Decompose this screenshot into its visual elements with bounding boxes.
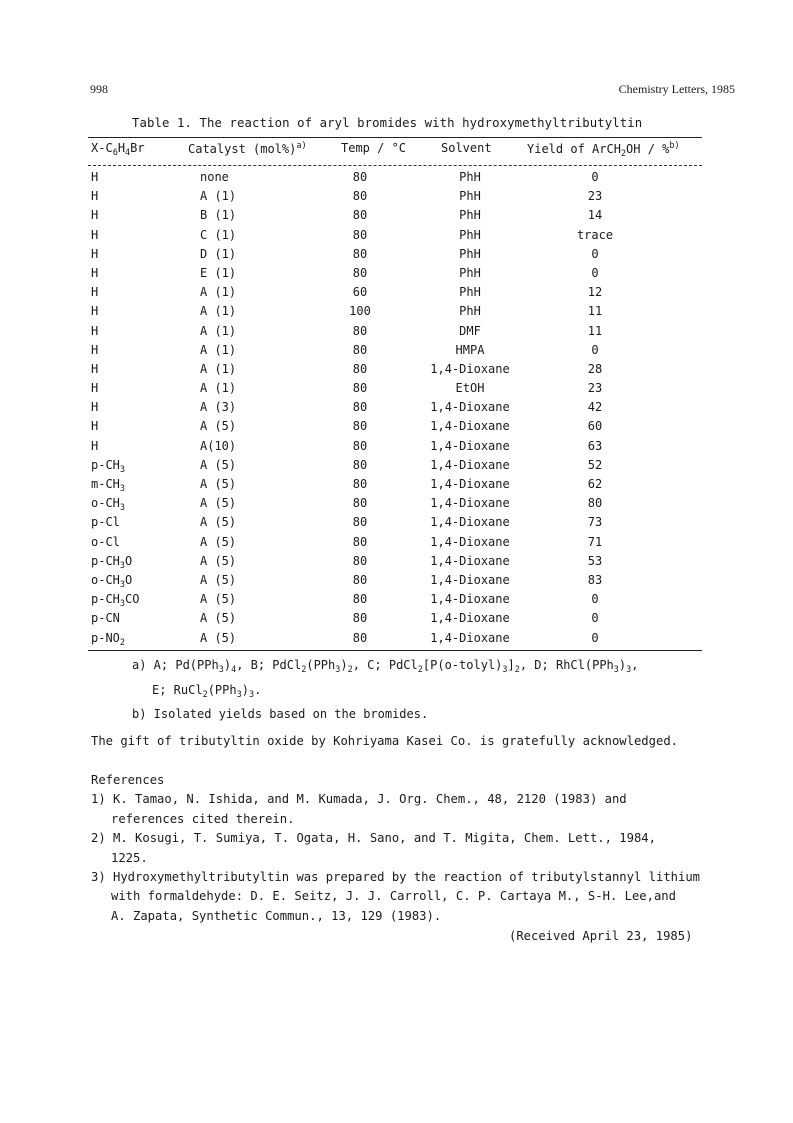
cell-catalyst: A (1) <box>200 304 237 319</box>
cell-solvent: 1,4-Dioxane <box>430 457 510 472</box>
cell-catalyst: E (1) <box>200 265 237 280</box>
cell-temp: 80 <box>352 170 368 184</box>
cell-catalyst: A (1) <box>200 189 237 204</box>
cell-solvent: 1,4-Dioxane <box>430 496 510 511</box>
cell-catalyst: none <box>200 170 229 184</box>
cell-yield: 11 <box>587 304 603 319</box>
cell-temp: 80 <box>352 611 368 626</box>
reference-item: 1) K. Tamao, N. Ishida, and M. Kumada, J. Org. Chem., 48, 2120 (1983) and <box>91 792 627 807</box>
cell-substrate: H <box>91 227 99 242</box>
cell-catalyst: A (1) <box>200 361 237 376</box>
cell-substrate: H <box>91 265 99 280</box>
cell-catalyst: A (5) <box>200 515 237 530</box>
cell-solvent: PhH <box>459 208 481 223</box>
reference-item: 2) M. Kosugi, T. Sumiya, T. Ogata, H. Sano, and T. Migita, Chem. Lett., 1984, <box>91 831 656 846</box>
cell-solvent: 1,4-Dioxane <box>430 438 510 453</box>
cell-solvent: PhH <box>459 170 481 184</box>
cell-solvent: HMPA <box>455 342 485 357</box>
cell-yield: 14 <box>587 208 603 223</box>
cell-substrate: p-Cl <box>91 515 120 530</box>
header-substrate: $X-C_6H_4Br$ <box>91 141 145 158</box>
reference-item-continued: A. Zapata, Synthetic Commun., 13, 129 (1983). <box>111 908 442 923</box>
cell-yield: 71 <box>587 534 603 549</box>
cell-solvent: PhH <box>459 285 481 300</box>
cell-temp: 80 <box>352 496 368 511</box>
cell-solvent: EtOH <box>455 381 485 396</box>
table-row <box>0 247 793 266</box>
cell-temp: 80 <box>352 553 368 568</box>
cell-solvent: 1,4-Dioxane <box>430 592 510 607</box>
footnote-a: a) A; $Pd(PPh_3)_4$, B; $PdCl_2(PPh_3)_2$, C; $PdCl_2[P(o-tolyl)_3]_2$, D; $RhCl(PPh_3)_3$, <box>132 658 639 675</box>
cell-temp: 100 <box>349 304 371 319</box>
references <box>91 771 700 926</box>
table-top-rule <box>88 137 702 138</box>
table-footnotes <box>132 656 639 725</box>
cell-catalyst: A (5) <box>200 572 237 587</box>
table-row <box>0 285 793 304</box>
cell-yield: 23 <box>587 381 603 396</box>
cell-yield: 73 <box>587 515 603 530</box>
cell-temp: 80 <box>352 323 368 338</box>
table-row <box>0 592 793 611</box>
reference-item-continued: with formaldehyde: D. E. Seitz, J. J. Carroll, C. P. Cartaya M., S-H. Lee,and <box>111 889 676 904</box>
cell-solvent: DMF <box>459 323 481 338</box>
table-row <box>0 439 793 458</box>
cell-yield: 52 <box>587 457 603 472</box>
cell-yield: 0 <box>591 170 599 184</box>
cell-temp: 80 <box>352 246 368 261</box>
cell-yield: 63 <box>587 438 603 453</box>
cell-yield: 80 <box>587 496 603 511</box>
table-row <box>0 515 793 534</box>
cell-substrate: $m-CH_3$ <box>91 477 126 494</box>
cell-temp: 80 <box>352 592 368 607</box>
cell-temp: 60 <box>352 285 368 300</box>
cell-catalyst: A (5) <box>200 553 237 568</box>
cell-substrate: H <box>91 246 99 261</box>
table-row <box>0 304 793 323</box>
header-temp: Temp / °C <box>341 141 407 155</box>
table-row <box>0 266 793 285</box>
table-row <box>0 170 793 189</box>
cell-catalyst: A (5) <box>200 477 237 491</box>
table-row <box>0 400 793 419</box>
cell-substrate: H <box>91 438 99 453</box>
cell-solvent: 1,4-Dioxane <box>430 515 510 530</box>
header-yield: Yield of ArCH$_2$OH / %$^{b)}$ <box>527 141 680 159</box>
cell-catalyst: A (1) <box>200 342 237 357</box>
cell-catalyst: A (5) <box>200 592 237 607</box>
footnote-b: b) Isolated yields based on the bromides. <box>132 707 429 722</box>
cell-substrate: H <box>91 304 99 319</box>
cell-substrate: H <box>91 170 99 184</box>
reference-item-continued: references cited therein. <box>111 811 295 826</box>
cell-substrate: $p-CH_3O$ <box>91 553 133 571</box>
cell-solvent: 1,4-Dioxane <box>430 477 510 491</box>
cell-catalyst: A (5) <box>200 534 237 549</box>
table-row <box>0 228 793 247</box>
cell-substrate: H <box>91 419 99 434</box>
cell-temp: 80 <box>352 342 368 357</box>
cell-catalyst: A (3) <box>200 400 237 415</box>
cell-substrate: H <box>91 361 99 376</box>
running-header <box>90 82 735 98</box>
cell-catalyst: D (1) <box>200 246 237 261</box>
cell-catalyst: A (1) <box>200 323 237 338</box>
cell-solvent: 1,4-Dioxane <box>430 572 510 587</box>
references-heading: References <box>91 773 165 787</box>
cell-substrate: H <box>91 400 99 415</box>
table-row <box>0 477 793 496</box>
cell-catalyst: A (1) <box>200 381 237 396</box>
cell-solvent: PhH <box>459 227 481 242</box>
cell-substrate: H <box>91 285 99 300</box>
cell-temp: 80 <box>352 515 368 530</box>
cell-yield: 0 <box>591 611 599 626</box>
cell-catalyst: A (5) <box>200 630 237 645</box>
cell-yield: 12 <box>587 285 603 300</box>
cell-substrate: H <box>91 189 99 204</box>
table-header-row <box>0 141 793 163</box>
cell-solvent: PhH <box>459 304 481 319</box>
cell-yield: 42 <box>587 400 603 415</box>
table-body <box>0 170 793 650</box>
cell-temp: 80 <box>352 630 368 645</box>
cell-solvent: 1,4-Dioxane <box>430 611 510 626</box>
cell-substrate: H <box>91 342 99 357</box>
cell-temp: 80 <box>352 400 368 415</box>
cell-catalyst: C (1) <box>200 227 237 242</box>
table-row <box>0 458 793 477</box>
journal-name: Chemistry Letters, 1985 <box>618 82 735 96</box>
table-row <box>0 535 793 554</box>
header-solvent: Solvent <box>441 141 492 155</box>
cell-substrate: $p-CH_3CO$ <box>91 592 140 610</box>
cell-yield: trace <box>576 227 614 242</box>
cell-yield: 60 <box>587 419 603 434</box>
cell-substrate: H <box>91 208 99 223</box>
cell-catalyst: A (5) <box>200 496 237 511</box>
cell-yield: 28 <box>587 361 603 376</box>
header-catalyst: Catalyst $(mol\%)^{a)}$ <box>188 141 307 156</box>
cell-solvent: PhH <box>459 246 481 261</box>
table-row <box>0 324 793 343</box>
cell-temp: 80 <box>352 208 368 223</box>
cell-solvent: 1,4-Dioxane <box>430 419 510 434</box>
cell-yield: 0 <box>591 265 599 280</box>
table-row <box>0 189 793 208</box>
cell-catalyst: A(10) <box>200 438 237 453</box>
cell-substrate: H <box>91 381 99 396</box>
cell-temp: 80 <box>352 419 368 434</box>
table-row <box>0 381 793 400</box>
cell-substrate: $p-NO_2$ <box>91 630 126 648</box>
cell-yield: 0 <box>591 592 599 607</box>
cell-yield: 53 <box>587 553 603 568</box>
table-row <box>0 554 793 573</box>
cell-temp: 80 <box>352 189 368 204</box>
cell-yield: 83 <box>587 572 603 587</box>
cell-yield: 0 <box>591 246 599 261</box>
cell-yield: 0 <box>591 630 599 645</box>
table-row <box>0 573 793 592</box>
cell-substrate: p-CN <box>91 611 120 626</box>
table-row <box>0 419 793 438</box>
cell-temp: 80 <box>352 265 368 280</box>
cell-catalyst: A (1) <box>200 285 237 300</box>
cell-substrate: H <box>91 323 99 338</box>
table-row <box>0 343 793 362</box>
page-number: 998 <box>90 82 108 96</box>
cell-solvent: 1,4-Dioxane <box>430 553 510 568</box>
cell-yield: 11 <box>587 323 603 338</box>
footnote-a-continued: E; $RuCl_2(PPh_3)_3$. <box>152 682 262 700</box>
cell-substrate: $p-CH_3$ <box>91 457 126 475</box>
table-row <box>0 611 793 630</box>
cell-solvent: 1,4-Dioxane <box>430 534 510 549</box>
cell-temp: 80 <box>352 572 368 587</box>
cell-solvent: 1,4-Dioxane <box>430 630 510 645</box>
table-row <box>0 496 793 515</box>
table-header-rule <box>88 165 702 166</box>
table-bottom-rule <box>88 650 702 651</box>
reference-item: 3) Hydroxymethyltributyltin was prepared by the reaction of tributylstannyl lithium <box>91 870 701 885</box>
cell-solvent: 1,4-Dioxane <box>430 400 510 415</box>
cell-yield: 23 <box>587 189 603 204</box>
table-row <box>0 362 793 381</box>
table-row <box>0 208 793 227</box>
cell-substrate: $o-CH_3O$ <box>91 572 133 590</box>
cell-solvent: PhH <box>459 189 481 204</box>
cell-yield: 62 <box>587 477 603 491</box>
cell-temp: 80 <box>352 381 368 396</box>
cell-solvent: 1,4-Dioxane <box>430 361 510 376</box>
cell-catalyst: A (5) <box>200 611 237 626</box>
cell-temp: 80 <box>352 534 368 549</box>
cell-temp: 80 <box>352 361 368 376</box>
cell-substrate: o-Cl <box>91 534 120 549</box>
cell-catalyst: B (1) <box>200 208 237 223</box>
cell-solvent: PhH <box>459 265 481 280</box>
cell-catalyst: A (5) <box>200 419 237 434</box>
reference-item-continued: 1225. <box>111 850 148 865</box>
cell-temp: 80 <box>352 438 368 453</box>
cell-temp: 80 <box>352 477 368 491</box>
acknowledgment: The gift of tributyltin oxide by Kohriyama Kasei Co. is gratefully acknowledged. <box>91 734 678 748</box>
table-row <box>0 631 793 650</box>
cell-catalyst: A (5) <box>200 457 237 472</box>
cell-temp: 80 <box>352 457 368 472</box>
cell-temp: 80 <box>352 227 368 242</box>
cell-substrate: $o-CH_3$ <box>91 496 126 514</box>
received-date: (Received April 23, 1985) <box>509 929 693 943</box>
cell-yield: 0 <box>591 342 599 357</box>
table-caption: Table 1. The reaction of aryl bromides with hydroxymethyltributyltin <box>132 116 643 130</box>
